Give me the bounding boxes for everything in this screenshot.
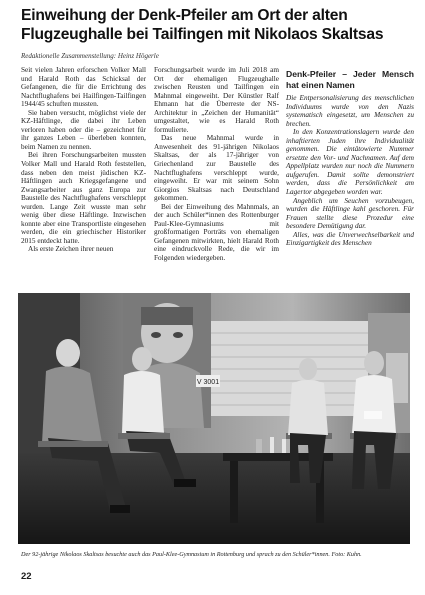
editor-credit: Redaktionelle Zusammenstellung: Heinz Högerle (21, 52, 159, 60)
text-column-2 (154, 66, 279, 263)
paragraph: Die Entpersonalisierung des menschlichen Individuums wurde von den Nazis systematisch eingesetzt, um Menschen zu brechen. (286, 94, 414, 128)
paragraph: Bei ihren Forschungsarbeiten mussten Volker Mall und Harald Roth feststellen, dass neben den meist jüdischen KZ-Häftlingen auch Kriegsgefangene und Zwangsarbeiter aus ganz Europa zur Baustelle des Nachtflughafens verschleppt wurden. Lange Zeit wusste man sehr wenig über diese Häftlinge. Inzwischen konnte aber eine Transportliste eingesehen werden, die ein griechischer Historiker 2015 entdeckt hatte. (21, 151, 146, 245)
paragraph: Sie haben versucht, möglichst viele der KZ-Häftlinge, die dabei ihr Leben verloren haben oder die – gezeichnet für ihr ganzes Leben – überleben konnten, beim Namen zu nennen. (21, 108, 146, 151)
paragraph: Angeblich um Seuchen vorzubeugen, wurden die Häftlinge kahl geschoren. Für Frauen stellte diese Prozedur eine besondere Demütigung dar. (286, 196, 414, 231)
paragraph: Forschungsarbeit wurde im Juli 2018 am Ort der ehemaligen Flugzeughalle zwischen Reusten und Tailfingen ein Mahnmal eingeweiht. Der Künstler Ralf Ehmann hat die Überreste der NS-Architektur in „Zeichen der Humanität“ umgestaltet, wie es Harald Roth formulierte. (154, 66, 279, 134)
page-number: 22 (21, 571, 32, 582)
photo-illustration (18, 293, 410, 544)
article-headline: Einweihung der Denk-Pfeiler am Ort der alten Flugzeughalle bei Tailfingen mit Nikolaos Skaltsas (21, 7, 384, 43)
paragraph: Bei der Einweihung des Mahnmals, an der auch Schüler*innen des Rottenburger Paul-Klee-Gymnasiums mit großformatigen Porträts von ehemaligen Gefangenen mitwirkten, hielt Harald Roth eine eindruckvolle Rede, die wir im Folgenden wiedergeben. (154, 202, 279, 263)
paragraph: In den Konzentrationslagern wurde den inhaftierten Juden ihre Individualität genommen. Die eintätowierte Nummer ersetzte den Vor- und Nachnamen. Auf dem Appellplatz wurden nur noch die Nummern aufgerufen. Damit sollte demonstriert werden, dass die Persönlichkeit am Lagertor abgegeben worden war. (286, 128, 414, 197)
poster-number-label: V 3001 (196, 379, 220, 386)
text-column-3 (286, 69, 414, 248)
photo-caption: Der 92-jährige Nikolaos Skaltsas besuchte auch das Paul-Klee-Gymnasium in Rottenburg und sprach zu den Schüler*innen. Foto: Kuhn. (21, 551, 362, 558)
event-photo (18, 293, 410, 544)
paragraph: Das neue Mahnmal wurde in Anwesenheit des 91-jährigen Nikolaos Skaltsas, der als 17-jähriger von Griechenland zur Baustelle des Nachtflughafens verschleppt wurde, eingeweiht. Er war mit seinem Sohn Giorgios Skaltsas nach Deutschland gekommen. (154, 134, 279, 203)
text-column-1 (21, 66, 146, 254)
column-heading: Denk-Pfeiler – Jeder Mensch hat einen Namen (286, 69, 414, 90)
paragraph: Seit vielen Jahren erforschen Volker Mall und Harald Roth das Schicksal der Gefangenen, die für die Errichtung des Nachtflughafens bei Hailfingen-Tailfingen 1944/45 schuften mussten. (21, 66, 146, 109)
paragraph: Alles, was die Unverwechselbarkeit und Einzigartigkeit des Menschen (286, 230, 414, 248)
paragraph: Als erste Zeichen ihrer neuen (28, 245, 114, 254)
